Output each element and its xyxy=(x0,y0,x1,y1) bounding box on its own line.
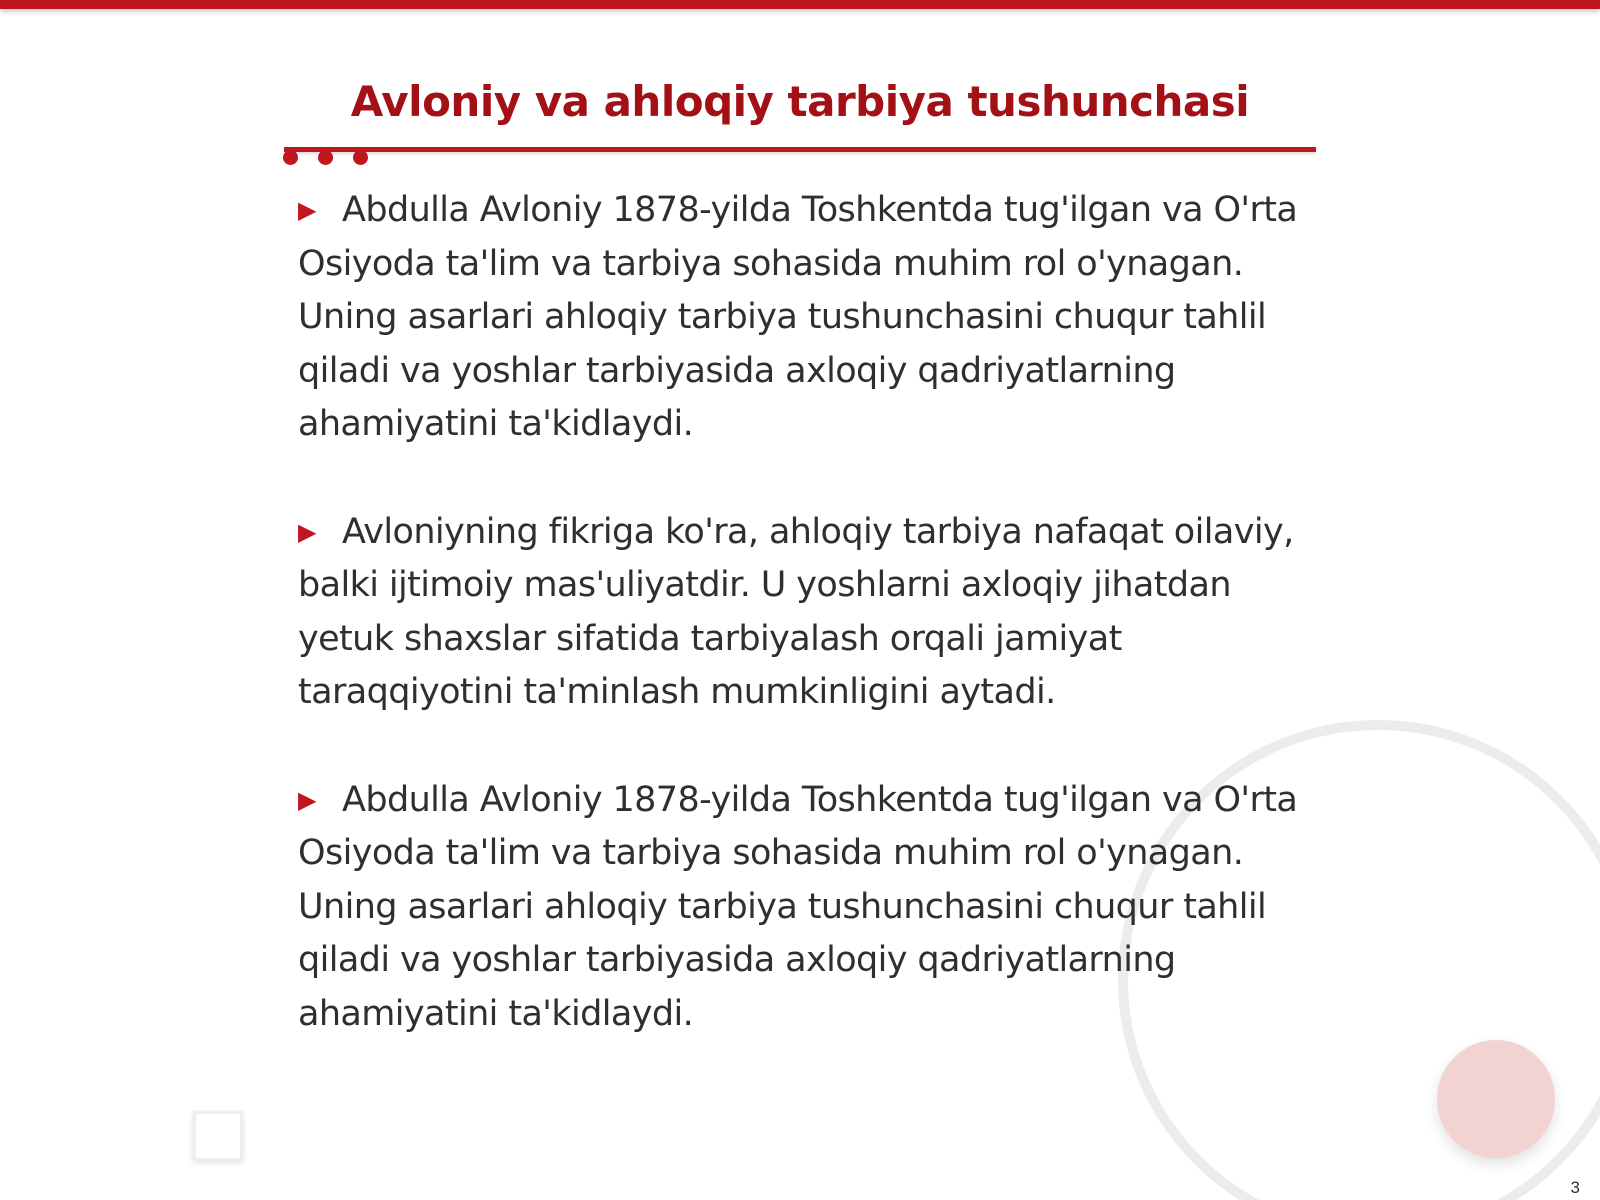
top-accent-bar xyxy=(0,0,1600,9)
decorative-square xyxy=(193,1111,243,1161)
page-number: 3 xyxy=(1570,1178,1580,1197)
underline-dots xyxy=(283,150,373,168)
triangle-bullet-icon: ▶ xyxy=(298,785,316,814)
slide-title: Avloniy va ahloqiy tarbiya tushunchasi xyxy=(350,77,1250,126)
underline-dot xyxy=(318,150,333,165)
paragraph-text: Avloniyning fikriga ko'ra, ahloqiy tarbiya nafaqat oilaviy, balki ijtimoiy mas'uliyatdir. U yoshlarni axloqiy jihatdan yetuk shaxslar sifatida tarbiyalash orqali jamiyat taraqqiyotini ta'minlash mumkinligini aytadi. xyxy=(298,511,1294,712)
triangle-bullet-icon: ▶ xyxy=(298,517,316,546)
triangle-bullet-icon: ▶ xyxy=(298,196,316,224)
title-underline xyxy=(284,147,1316,152)
bullet-paragraph xyxy=(298,184,1298,452)
slide-body xyxy=(298,184,1298,1095)
paragraph-text: Abdulla Avloniy 1878-yilda Toshkentda tug'ilgan va O'rta Osiyoda ta'lim va tarbiya sohasida muhim rol o'ynagan. Uning asarlari ahloqiy tarbiya tushunchasini chuqur tahlil qiladi va yoshlar tarbiyasida axloqiy qadriyatlarning ahamiyatini ta'kidlaydi. xyxy=(298,190,1298,444)
underline-dot xyxy=(283,150,298,165)
bullet-paragraph xyxy=(298,774,1298,1042)
underline-dot xyxy=(353,150,368,165)
bullet-paragraph xyxy=(298,506,1298,720)
decorative-pink-circle xyxy=(1437,1040,1555,1158)
paragraph-text: Abdulla Avloniy 1878-yilda Toshkentda tug'ilgan va O'rta Osiyoda ta'lim va tarbiya sohasida muhim rol o'ynagan. Uning asarlari ahloqiy tarbiya tushunchasini chuqur tahlil qiladi va yoshlar tarbiyasida axloqiy qadriyatlarning ahamiyatini ta'kidlaydi. xyxy=(298,779,1298,1034)
